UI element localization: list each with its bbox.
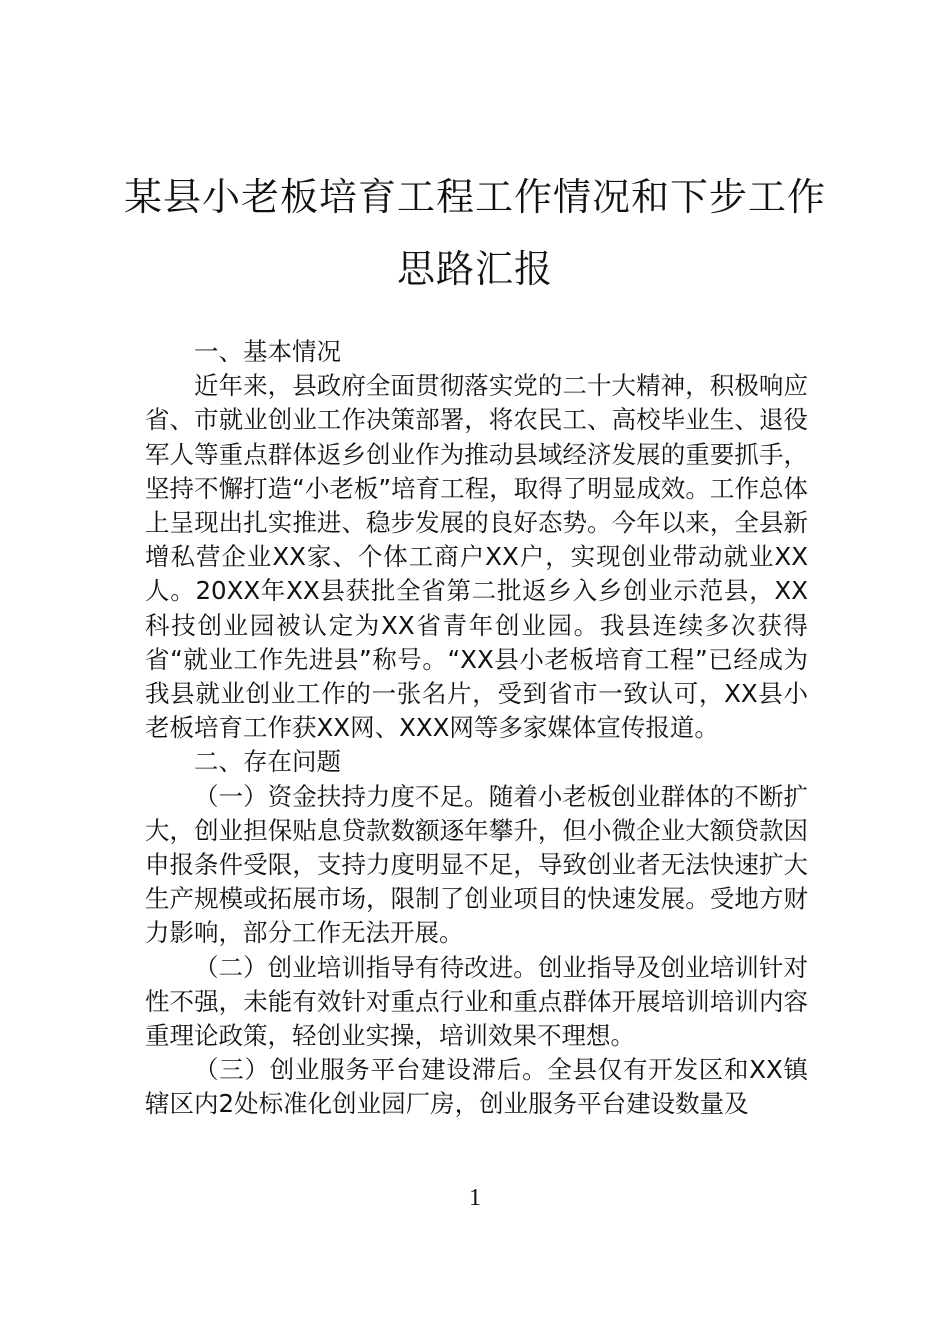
section-heading-problems: 二、存在问题 xyxy=(194,747,341,777)
document-title-line-1: 某县小老板培育工程工作情况和下步工作 xyxy=(123,175,826,219)
document-title-line-2: 思路汇报 xyxy=(396,247,553,291)
paragraph-problem-1: （一）资金扶持力度不足。随着小老板创业群体的不断扩大，创业担保贴息贷款数额逐年攀升，但小微企业大额贷款因申报条件受限，支持力度明显不足，导致创业者无法快速扩大生产规模或拓展市场，限制了创业项目的快速发展。受地方财力影响，部分工作无法开展。 xyxy=(145,781,808,948)
paragraph-problem-3: （三）创业服务平台建设滞后。全县仅有开发区和XX镇辖区内2处标准化创业园厂房，创业服务平台建设数量及 xyxy=(145,1055,808,1119)
page-number: 1 xyxy=(469,1185,481,1211)
section-heading-basic: 一、基本情况 xyxy=(194,337,341,366)
paragraph-basic-situation: 近年来，县政府全面贯彻落实党的二十大精神，积极响应省、市就业创业工作决策部署，将农民工、高校毕业生、退役军人等重点群体返乡创业作为推动县域经济发展的重要抓手，坚持不懈打造“小老板”培育工程，取得了明显成效。工作总体上呈现出扎实推进、稳步发展的良好态势。今年以来，全县新增私营企业XX家、个体工商户XX户，实现创业带动就业XX人。20XX年XX县获批全省第二批返乡入乡创业示范县，XX科技创业园被认定为XX省青年创业园。我县连续多次获得省“就业工作先进县”称号。“XX县小老板培育工程”已经成为我县就业创业工作的一张名片，受到省市一致认可，XX县小老板培育工作获XX网、XXX网等多家媒体宣传报道。 xyxy=(145,371,808,743)
paragraph-problem-2: （二）创业培训指导有待改进。创业指导及创业培训针对性不强，未能有效针对重点行业和重点群体开展培训培训内容重理论政策，轻创业实操，培训效果不理想。 xyxy=(145,952,808,1051)
document-body xyxy=(145,335,808,1122)
